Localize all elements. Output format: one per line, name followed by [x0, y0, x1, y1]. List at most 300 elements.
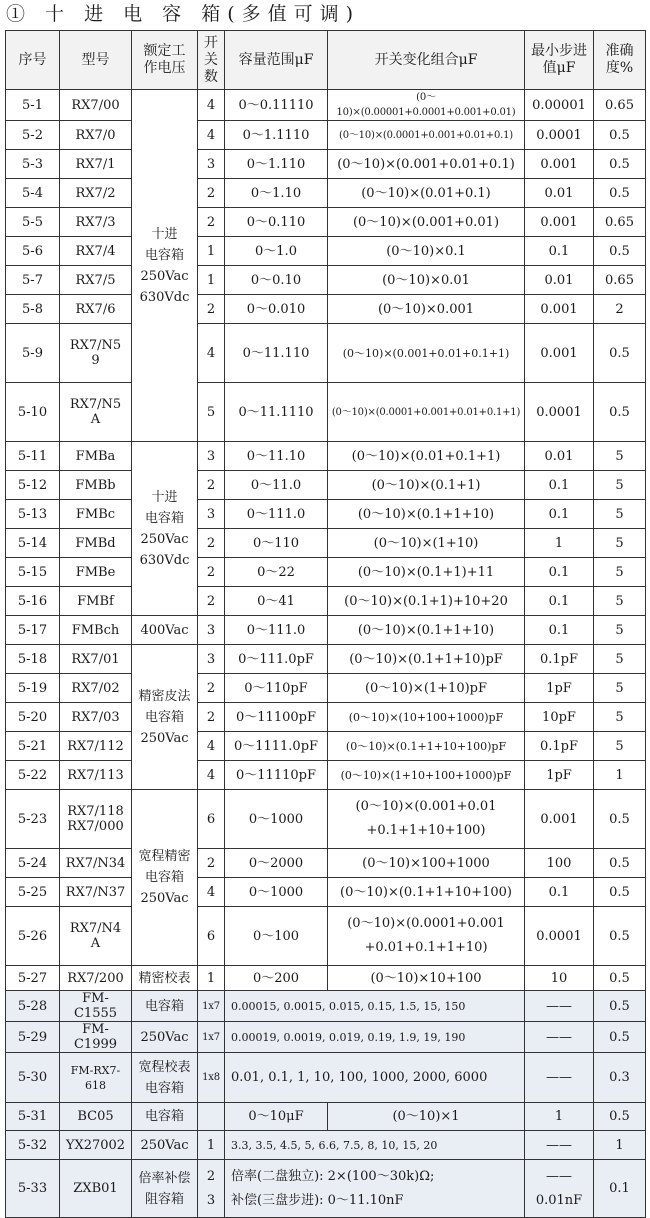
text-line: FMBb [75, 477, 116, 493]
text-line: RX7/6 [75, 301, 116, 317]
text-line: RX7/00 [71, 97, 120, 113]
text-line: FMBe [75, 564, 116, 580]
row-index: 5-5 [6, 208, 60, 237]
row-index: 5-28 [6, 991, 60, 1022]
switch-count: 2 [198, 295, 225, 324]
text-line: RX7/4 [75, 243, 116, 259]
table-row [6, 1160, 646, 1218]
switch-combination [328, 761, 525, 790]
switch-count: 2 [198, 849, 225, 878]
row-index: 5-16 [6, 587, 60, 616]
text-line: (0～10)×(0.01+0.1+1) [351, 448, 501, 464]
capacity-range: 0～200 [225, 966, 328, 991]
rated-voltage-cell [132, 790, 198, 966]
capacity-range: 0～1111.0pF [225, 732, 328, 761]
table-row [6, 121, 646, 150]
text-line: (0～10)×(0.1+1+10)pF [349, 651, 503, 667]
capacity-range: 0～11.1110 [225, 383, 328, 442]
table-row [6, 616, 646, 645]
model-cell [60, 732, 132, 761]
header-cell [225, 31, 328, 90]
capacity-range: 0～11.0 [225, 471, 328, 500]
text-line: (0～10)×(0.00001+0.0001+0.001+0.01) [336, 92, 516, 118]
text-line: 250Vac [140, 531, 189, 547]
text-line: 630Vdc [139, 552, 190, 568]
min-step: 10pF [525, 703, 594, 732]
text-line: 250Vac [140, 1137, 189, 1153]
capacitor-box-table [5, 30, 646, 1218]
table-row [6, 529, 646, 558]
rated-voltage-cell [132, 1022, 198, 1053]
text-line: FM-RX7-618 [70, 1063, 121, 1092]
text-line: RX7/N37 [65, 884, 126, 900]
switch-count: 6 [198, 907, 225, 966]
switch-combination [328, 295, 525, 324]
text-line: 3.3, 3.5, 4.5, 5, 6.6, 7.5, 8, 10, 15, 20 [231, 1138, 438, 1152]
switch-count: 4 [198, 121, 225, 150]
text-line: RX7/000 [67, 819, 124, 834]
row-index: 5-4 [6, 179, 60, 208]
text-line: 倍率补偿 [138, 1170, 191, 1186]
accuracy: 5 [594, 645, 646, 674]
table-row [6, 849, 646, 878]
min-step: 1pF [525, 674, 594, 703]
text-line: 补偿(三盘步进): 0～11.10nF [231, 1192, 404, 1208]
text-line: 开关变化组合μF [374, 51, 478, 68]
row-index: 5-33 [6, 1160, 60, 1218]
text-line: 0.00015, 0.0015, 0.015, 0.15, 1.5, 15, 150 [231, 999, 466, 1013]
text-line: (0～10)×(0.1+1+10) [357, 622, 495, 638]
values-list [225, 991, 525, 1022]
capacity-range: 0～1.10 [225, 179, 328, 208]
row-index: 5-27 [6, 966, 60, 991]
model-cell [60, 790, 132, 849]
switch-combination [328, 529, 525, 558]
switch-combination [328, 703, 525, 732]
min-step: 0.01 [525, 442, 594, 471]
switch-combination [328, 616, 525, 645]
min-step: 0.0001 [525, 383, 594, 442]
model-cell [60, 179, 132, 208]
table-row [6, 907, 646, 966]
text-line: 倍率(二盘独立): 2×(100～30k)Ω; [231, 1168, 435, 1184]
model-cell [60, 645, 132, 674]
text-line: 度% [605, 60, 634, 76]
text-line: (0～10)×(0.0001+0.001 [347, 916, 505, 931]
text-line: FM-C1555 [73, 991, 118, 1021]
text-line: (0～10)×10+100 [370, 970, 482, 986]
switch-combination [328, 587, 525, 616]
capacity-range: 0～11100pF [225, 703, 328, 732]
min-step: 0.001 [525, 295, 594, 324]
text-line: (0～10)×0.1 [386, 243, 466, 259]
text-line: 精密校表 [138, 970, 191, 986]
accuracy: 5 [594, 616, 646, 645]
min-step: 0.001 [525, 790, 594, 849]
text-line: (0～10)×(0.001+0.01 [355, 799, 497, 814]
text-line: 作电压 [143, 60, 186, 76]
text-line: 数 [204, 68, 218, 85]
accuracy: 5 [594, 703, 646, 732]
table-row [6, 208, 646, 237]
row-index: 5-8 [6, 295, 60, 324]
text-line: 3 [206, 1192, 216, 1208]
row-index: 5-17 [6, 616, 60, 645]
text-line: ZXB01 [73, 1181, 118, 1196]
table-row [6, 732, 646, 761]
table-row [6, 179, 646, 208]
model-cell [60, 500, 132, 529]
switch-combination [328, 237, 525, 266]
capacity-range: 0～22 [225, 558, 328, 587]
switch-combination [328, 121, 525, 150]
switch-combination [328, 674, 525, 703]
text-line: RX7/03 [71, 709, 120, 725]
row-index: 5-6 [6, 237, 60, 266]
row-index: 5-15 [6, 558, 60, 587]
capacity-range: 0～100 [225, 907, 328, 966]
text-line: (0～10)×(0.001+0.01) [352, 214, 500, 230]
text-line: 阻容箱 [144, 1191, 184, 1207]
switch-combination [328, 849, 525, 878]
rated-voltage-cell [132, 90, 198, 442]
text-line: 0.01, 0.1, 1, 10, 100, 1000, 2000, 6000 [231, 1070, 488, 1085]
header-cell [198, 31, 225, 90]
text-line: 0.01nF [535, 1192, 583, 1208]
switch-combination [328, 907, 525, 966]
text-line: 400Vac [140, 622, 189, 638]
model-cell [60, 324, 132, 383]
values-list [225, 1131, 525, 1160]
capacity-range: 0～0.010 [225, 295, 328, 324]
model-cell [60, 471, 132, 500]
table-row [6, 266, 646, 295]
text-line: A [90, 936, 101, 951]
accuracy: 2 [594, 295, 646, 324]
min-step: —— [525, 991, 594, 1022]
table-row [6, 991, 646, 1022]
accuracy: 5 [594, 732, 646, 761]
switch-count: 3 [198, 150, 225, 179]
min-step: 0.1 [525, 587, 594, 616]
row-index: 5-19 [6, 674, 60, 703]
row-index: 5-31 [6, 1103, 60, 1131]
text-line: +0.01+0.1+1+10) [364, 940, 488, 955]
accuracy: 0.5 [594, 150, 646, 179]
rated-voltage-cell [132, 1160, 198, 1218]
switch-count: 1 [198, 237, 225, 266]
text-line: RX7/N5 [69, 397, 122, 412]
table-row [6, 790, 646, 849]
accuracy: 0.65 [594, 208, 646, 237]
switch-count: 2 [198, 558, 225, 587]
capacity-range: 0～110pF [225, 674, 328, 703]
text-line: (0～10)×(1+10) [373, 535, 479, 551]
row-index: 5-29 [6, 1022, 60, 1053]
switch-combination [328, 645, 525, 674]
switch-combination [328, 558, 525, 587]
text-line: (0～10)×(0.1+1+10+100) [340, 884, 512, 900]
table-row [6, 442, 646, 471]
accuracy: 0.5 [594, 179, 646, 208]
switch-count: 2 [198, 471, 225, 500]
switch-combination [328, 966, 525, 991]
header-cell [60, 31, 132, 90]
text-line: (0～10)×(1+10+100+1000)pF [340, 768, 512, 782]
text-line: FMBc [75, 506, 116, 522]
table-row [6, 500, 646, 529]
row-index: 5-14 [6, 529, 60, 558]
text-line: 十进 [151, 489, 178, 505]
model-cell [60, 558, 132, 587]
text-line: 250Vac [140, 891, 189, 906]
accuracy: 0.5 [594, 1022, 646, 1053]
accuracy: 0.5 [594, 849, 646, 878]
accuracy: 5 [594, 529, 646, 558]
switch-count: 1x7 [198, 1022, 225, 1053]
min-step: 0.1 [525, 471, 594, 500]
accuracy: 0.5 [594, 383, 646, 442]
min-step: 0.01 [525, 266, 594, 295]
row-index: 5-1 [6, 90, 60, 121]
min-step: 10 [525, 966, 594, 991]
capacity-range: 0～1.1110 [225, 121, 328, 150]
switch-combination [328, 208, 525, 237]
text-line: +0.1+1+10+100) [366, 823, 486, 838]
switch-count: 2 [198, 208, 225, 237]
accuracy: 5 [594, 500, 646, 529]
text-line: 250Vac [140, 1029, 189, 1045]
row-index: 5-9 [6, 324, 60, 383]
min-step: 0.1 [525, 237, 594, 266]
min-step: 0.001 [525, 324, 594, 383]
rated-voltage-cell [132, 616, 198, 645]
accuracy: 1 [594, 761, 646, 790]
switch-count: 2 [198, 703, 225, 732]
row-index: 5-2 [6, 121, 60, 150]
text-line: 宽程精密 [138, 849, 191, 864]
min-step: 0.1 [525, 878, 594, 907]
row-index: 5-10 [6, 383, 60, 442]
min-step: 100 [525, 849, 594, 878]
row-index: 5-22 [6, 761, 60, 790]
row-index: 5-26 [6, 907, 60, 966]
header-cell [525, 31, 594, 90]
accuracy: 0.5 [594, 966, 646, 991]
switch-count: 1x8 [198, 1053, 225, 1103]
capacity-range: 0～0.11110 [225, 90, 328, 121]
table-row [6, 558, 646, 587]
model-cell [60, 1022, 132, 1053]
model-cell [60, 295, 132, 324]
text-line: 容量范围μF [238, 51, 314, 68]
row-index: 5-21 [6, 732, 60, 761]
switch-count: 3 [198, 500, 225, 529]
switch-combination [328, 179, 525, 208]
min-step: 1 [525, 1103, 594, 1131]
table-row [6, 324, 646, 383]
text-line: RX7/112 [67, 738, 124, 754]
table-row [6, 761, 646, 790]
switch-count: 4 [198, 732, 225, 761]
table-row [6, 150, 646, 179]
switch-count: 3 [198, 645, 225, 674]
text-line: 电容箱 [144, 1080, 184, 1096]
switch-combination [328, 500, 525, 529]
text-line: (0～10)×0.01 [382, 272, 470, 288]
switch-count: 1x7 [198, 991, 225, 1022]
text-line: RX7/N4 [69, 921, 122, 936]
rated-voltage-cell [132, 966, 198, 991]
rated-voltage-cell [132, 1103, 198, 1131]
capacity-range: 0～110 [225, 529, 328, 558]
capacity-range: 0～0.10 [225, 266, 328, 295]
text-line: 电容箱 [144, 998, 184, 1014]
switch-combination [328, 471, 525, 500]
row-index: 5-24 [6, 849, 60, 878]
switch-count: 4 [198, 878, 225, 907]
text-line: A [90, 412, 101, 427]
model-cell [60, 616, 132, 645]
min-step: 0.00001 [525, 90, 594, 121]
text-line: (0～10)×1 [392, 1109, 460, 1124]
text-line: RX7/118 [67, 804, 124, 819]
text-line: (0～10)×(0.0001+0.001+0.01+0.1) [339, 129, 513, 141]
switch-count: 2 [198, 529, 225, 558]
model-cell [60, 587, 132, 616]
text-line: 630Vdc [139, 289, 190, 305]
text-line: RX7/0 [75, 127, 116, 143]
table-row [6, 1053, 646, 1103]
accuracy: 0.65 [594, 266, 646, 295]
text-line: 精密皮法 [138, 688, 191, 704]
model-cell [60, 761, 132, 790]
text-line: 序号 [18, 51, 47, 68]
accuracy: 0.5 [594, 907, 646, 966]
capacity-range: 0～10μF [225, 1103, 328, 1131]
switch-count: 4 [198, 761, 225, 790]
switch-combination [328, 442, 525, 471]
text-line: RX7/2 [75, 185, 116, 201]
text-line: RX7/N34 [65, 855, 126, 871]
switch-combination [328, 90, 525, 121]
text-line: 型号 [81, 51, 110, 68]
text-line: 2 [206, 1168, 216, 1184]
min-step: 0.0001 [525, 907, 594, 966]
accuracy: 0.3 [594, 1053, 646, 1103]
min-step: 0.001 [525, 150, 594, 179]
text-line: 250Vac [140, 268, 189, 284]
accuracy: 5 [594, 558, 646, 587]
capacity-range: 0～1000 [225, 878, 328, 907]
capacity-range: 0～111.0 [225, 616, 328, 645]
text-line: 开关 [204, 34, 218, 68]
switch-count: 2 [198, 587, 225, 616]
model-cell [60, 121, 132, 150]
capacity-range: 0～1.110 [225, 150, 328, 179]
rated-voltage-cell [132, 1131, 198, 1160]
table-row [6, 674, 646, 703]
model-cell [60, 674, 132, 703]
capacity-range: 0～1.0 [225, 237, 328, 266]
text-line: 电容箱 [144, 870, 184, 885]
table-row [6, 703, 646, 732]
rated-voltage-cell [132, 991, 198, 1022]
text-line: (0～10)×(0.1+1) [371, 477, 481, 493]
switch-count: 3 [198, 442, 225, 471]
row-index: 5-23 [6, 790, 60, 849]
min-step: —— [525, 1053, 594, 1103]
min-step: 0.001 [525, 208, 594, 237]
model-cell [60, 849, 132, 878]
table-row [6, 878, 646, 907]
text-line: (0～10)×(0.01+0.1) [361, 185, 491, 201]
accuracy: 0.5 [594, 237, 646, 266]
rated-voltage-cell [132, 645, 198, 790]
accuracy: 0.5 [594, 1103, 646, 1131]
text-line: 十进 [151, 226, 178, 242]
text-line: (0～10)×(0.1+1+10) [357, 506, 495, 522]
row-index: 5-7 [6, 266, 60, 295]
text-line: 250Vac [140, 730, 189, 746]
model-cell [60, 1160, 132, 1218]
capacity-range: 0～11110pF [225, 761, 328, 790]
text-line: RX7/02 [71, 680, 120, 696]
switch-count [198, 1160, 225, 1218]
values-list [225, 1022, 525, 1053]
model-cell [60, 90, 132, 121]
header-cell [132, 31, 198, 90]
min-step: 0.1pF [525, 732, 594, 761]
text-line: (0～10)×(0.1+1+10+100)pF [345, 739, 507, 753]
accuracy: 0.1 [594, 1160, 646, 1218]
accuracy: 0.5 [594, 991, 646, 1022]
text-line: —— [546, 1168, 572, 1184]
min-step: 0.1 [525, 616, 594, 645]
header-cell [6, 31, 60, 90]
row-index: 5-3 [6, 150, 60, 179]
model-cell [60, 237, 132, 266]
switch-count: 2 [198, 674, 225, 703]
table-row [6, 1103, 646, 1131]
row-index: 5-32 [6, 1131, 60, 1160]
min-step: 1pF [525, 761, 594, 790]
accuracy: 0.5 [594, 878, 646, 907]
rated-voltage-cell [132, 1053, 198, 1103]
model-cell [60, 1053, 132, 1103]
row-index: 5-13 [6, 500, 60, 529]
model-cell [60, 1103, 132, 1131]
min-step: 0.0001 [525, 121, 594, 150]
text-line: (0～10)×0.001 [377, 301, 475, 317]
capacity-range: 0～111.0pF [225, 645, 328, 674]
model-cell [60, 991, 132, 1022]
capacity-range: 0～0.110 [225, 208, 328, 237]
min-step: 0.1pF [525, 645, 594, 674]
switch-combination [328, 790, 525, 849]
switch-combination [328, 1103, 525, 1131]
text-line: (0～10)×(0.001+0.01+0.1+1) [342, 346, 510, 360]
accuracy: 5 [594, 674, 646, 703]
accuracy: 5 [594, 587, 646, 616]
row-index: 5-18 [6, 645, 60, 674]
min-step: 1 [525, 529, 594, 558]
switch-combination [328, 732, 525, 761]
text-line: FM-C1999 [73, 1022, 118, 1052]
switch-combination [328, 878, 525, 907]
model-cell [60, 703, 132, 732]
switch-count: 1 [198, 966, 225, 991]
